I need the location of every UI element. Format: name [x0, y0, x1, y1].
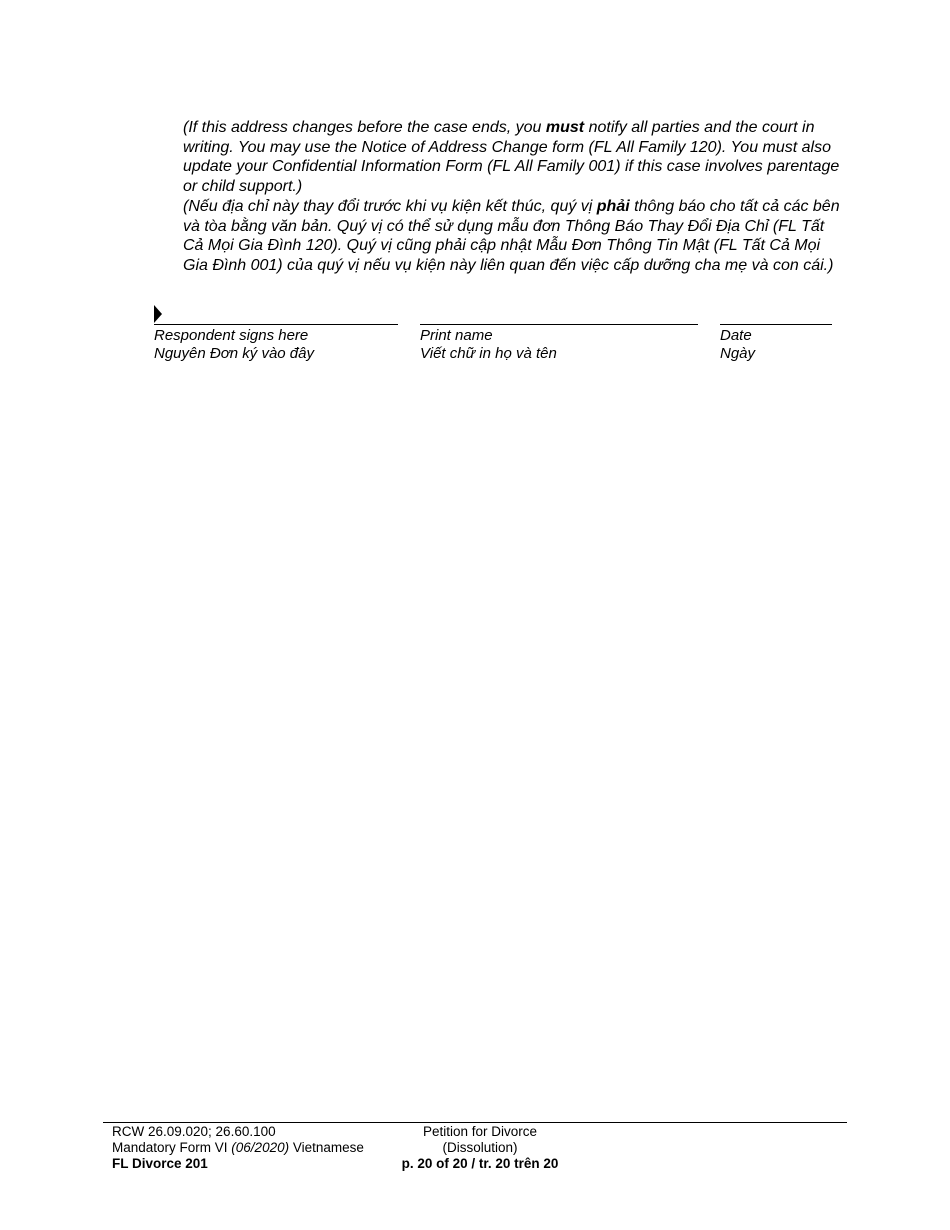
footer-form-date: (06/2020): [231, 1140, 290, 1155]
signature-line[interactable]: [154, 324, 398, 325]
notice-vi-text: (Nếu địa chỉ này thay đổi trước khi vụ kiện kết thúc, quý vị: [183, 197, 597, 215]
print-name-label-en: Print name: [420, 327, 493, 344]
notice-vi-emphasis: phải: [596, 197, 630, 215]
signature-label: [154, 327, 314, 363]
signature-label-en: Respondent signs here: [154, 327, 309, 344]
print-name-line[interactable]: [420, 324, 698, 325]
notice-en-text: (If this address changes before the case ends, you: [183, 119, 546, 136]
notice-vi-text-cont: thông báo cho tất cả các bên và tòa bằng văn bản. Quý vị có thể sử dụng mẫu đơn Thông Báo Thay Đổi Địa Chỉ (FL Tất Cả Mọi Gia Đình 120). Quý vị cũng phải cập nhật Mẫu Đơn Thông Tin Mật (FL Tất Cả Mọi Gia Đình 001) của quý vị nếu vụ kiện này liên quan đến việc cấp dưỡng cha mẹ và con cái.): [183, 197, 840, 274]
print-name-label: [420, 327, 557, 363]
footer-rcw: RCW 26.09.020; 26.60.100: [112, 1124, 276, 1139]
date-label-en: Date: [720, 327, 752, 344]
sign-here-arrow-icon: [154, 305, 162, 323]
address-change-notice: [183, 118, 848, 276]
footer-title-block: [380, 1124, 580, 1172]
date-label-vi: Ngày: [720, 345, 756, 362]
notice-en-emphasis: must: [545, 119, 585, 136]
footer-divider: [103, 1122, 847, 1123]
date-label: [720, 327, 755, 363]
footer-form-id: FL Divorce 201: [112, 1156, 208, 1171]
footer-title-line2: (Dissolution): [442, 1140, 518, 1155]
signature-label-vi: Nguyên Đơn ký vào đây: [154, 345, 314, 362]
notice-en-text-cont: notify all parties and the court in writing. You may use the Notice of Address Change form (FL All Family 120). You must also update your Confidential Information Form (FL All Family 001) if this case involves parentage or child support.): [183, 119, 840, 196]
notice-english: [183, 118, 848, 197]
notice-vietnamese: [183, 197, 848, 276]
print-name-label-vi: Viết chữ in họ và tên: [420, 345, 557, 362]
footer-form-info: [112, 1124, 364, 1172]
footer-title-line1: Petition for Divorce: [422, 1124, 538, 1139]
footer-page-number: p. 20 of 20 / tr. 20 trên 20: [401, 1156, 559, 1171]
date-line[interactable]: [720, 324, 832, 325]
footer-form-line: Mandatory Form VI (06/2020) Vietnamese: [112, 1140, 364, 1155]
